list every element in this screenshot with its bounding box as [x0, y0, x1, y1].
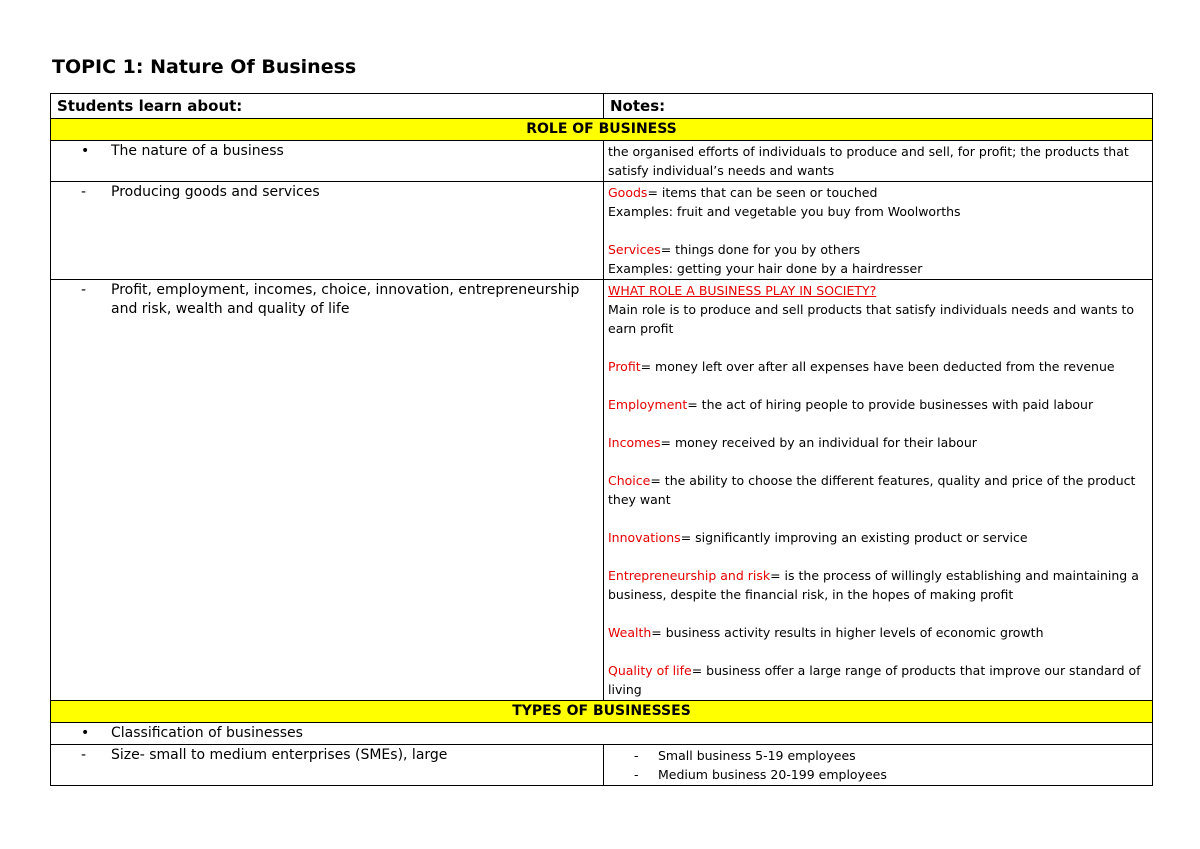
header-notes: Notes: [604, 94, 1153, 119]
note-goods-services [604, 182, 1153, 280]
bullet-icon: • [81, 725, 90, 741]
main-role-text: Main role is to produce and sell products that satisfy individuals needs and wants to earn profit [608, 302, 1135, 336]
term-definition: Innovations= significantly improving an existing product or service [608, 530, 1028, 545]
note-nature-of-business: the organised efforts of individuals to produce and sell, for profit; the products that satisfy individual’s needs and wants [604, 141, 1153, 182]
section-title-role-of-business: ROLE OF BUSINESS [51, 119, 1153, 141]
dash-marker: - [81, 184, 87, 200]
term-definition: Entrepreneurship and risk= is the process of willingly establishing and maintaining a business, despite the financial risk, in the hopes of making profit [608, 568, 1139, 602]
topic-size: Size- small to medium enterprises (SMEs), large [111, 747, 448, 763]
topic-classification: Classification of businesses [111, 725, 303, 741]
size-list [608, 746, 1148, 784]
topic-profit-employment: Profit, employment, incomes, choice, innovation, entrepreneurship and risk, wealth and quality of life [111, 282, 580, 317]
topic-goods-services: Producing goods and services [111, 184, 320, 200]
services-example: Examples: getting your hair done by a hairdresser [608, 261, 923, 276]
header-students-learn: Students learn about: [51, 94, 604, 119]
list-item [55, 746, 599, 765]
term-definition: Wealth= business activity results in higher levels of economic growth [608, 625, 1044, 640]
goods-example: Examples: fruit and vegetable you buy from Woolworths [608, 204, 961, 219]
table-row [51, 141, 1153, 182]
term-definitions [608, 338, 1148, 699]
list-item: - Medium business 20-199 employees [634, 767, 887, 782]
list-item [55, 724, 1148, 743]
list-item [55, 281, 599, 319]
note-role-in-society [604, 280, 1153, 701]
question-heading: WHAT ROLE A BUSINESS PLAY IN SOCIETY? [608, 283, 877, 298]
page-title: TOPIC 1: Nature Of Business [52, 56, 357, 78]
term-definition: Employment= the act of hiring people to provide businesses with paid labour [608, 397, 1094, 412]
term-definition: Incomes= money received by an individual for their labour [608, 435, 977, 450]
list-item: - Small business 5-19 employees [634, 748, 856, 763]
table-row [51, 745, 1153, 786]
services-definition: Services= things done for you by others [608, 242, 861, 257]
goods-definition: Goods= items that can be seen or touched [608, 185, 878, 200]
bullet-icon: • [81, 143, 90, 159]
list-item [55, 183, 599, 202]
dash-marker: - [81, 747, 87, 763]
table-row [51, 723, 1153, 745]
section-title-types-of-businesses: TYPES OF BUSINESSES [51, 701, 1153, 723]
dash-marker: - [81, 282, 87, 298]
section-row-role [51, 119, 1153, 141]
topic-nature-of-business: The nature of a business [111, 143, 284, 159]
list-item [55, 142, 599, 161]
table-row [51, 280, 1153, 701]
section-row-types [51, 701, 1153, 723]
notes-table [50, 93, 1153, 786]
term-definition: Profit= money left over after all expenses have been deducted from the revenue [608, 359, 1115, 374]
table-header-row [51, 94, 1153, 119]
term-definition: Quality of life= business offer a large range of products that improve our standard of living [608, 663, 1141, 697]
term-definition: Choice= the ability to choose the different features, quality and price of the product they want [608, 473, 1136, 507]
table-row [51, 182, 1153, 280]
